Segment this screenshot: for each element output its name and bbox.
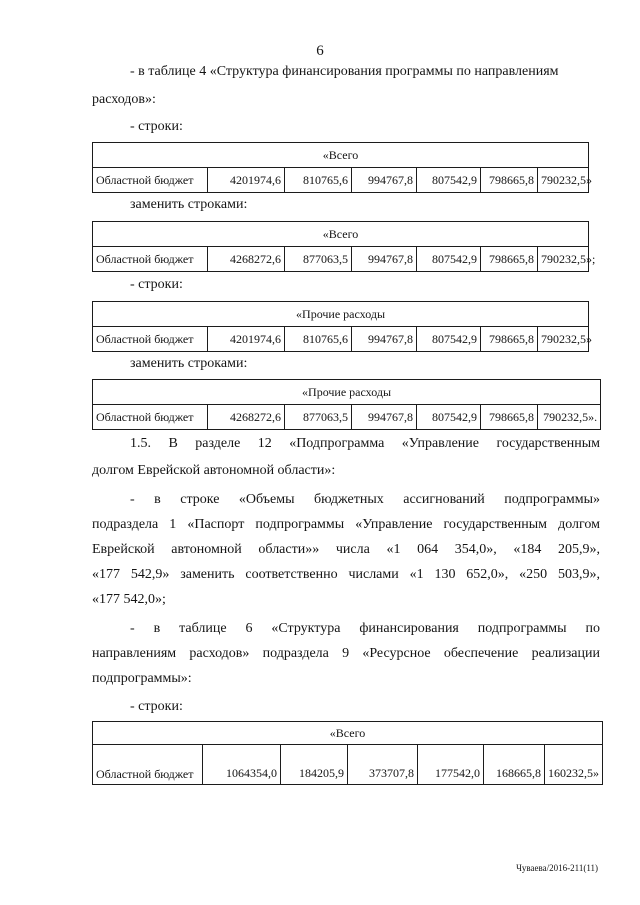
financing-table <box>92 301 592 352</box>
value-cell: 807542,9 <box>417 168 481 193</box>
table-header-cell: «Прочие расходы <box>93 380 601 405</box>
table-header-cell: «Прочие расходы <box>93 302 589 327</box>
financing-table <box>92 142 592 193</box>
text-line: подраздела 1 «Паспорт подпрограммы «Управление государственным долгом <box>92 517 600 532</box>
value-cell: 807542,9 <box>417 327 481 352</box>
row-label-cell: Областной бюджет <box>93 327 208 352</box>
row-label-cell: Областной бюджет <box>93 247 208 272</box>
text-line: - в строке «Объемы бюджетных ассигнований подпрограммы» <box>130 492 600 507</box>
value-cell: 4201974,6 <box>208 168 285 193</box>
text-line: заменить строками: <box>130 197 248 212</box>
value-cell: 177542,0 <box>418 745 484 785</box>
row-label-cell: Областной бюджет <box>93 168 208 193</box>
value-cell: 4268272,6 <box>208 405 285 430</box>
value-cell: 4268272,6 <box>208 247 285 272</box>
value-cell: 807542,9 <box>417 405 481 430</box>
value-cell: 798665,8 <box>481 168 538 193</box>
financing-table <box>92 379 601 430</box>
value-cell: 790232,5» <box>538 168 589 193</box>
text-line: «177 542,9» заменить соответственно числами «1 130 652,0», «250 503,9», <box>92 567 600 582</box>
text-line: - в таблице 6 «Структура финансирования подпрограммы по <box>130 621 600 636</box>
value-cell: 994767,8 <box>352 168 417 193</box>
text-line: 1.5. В разделе 12 «Подпрограмма «Управление государственным <box>130 436 600 451</box>
value-cell: 790232,5»; <box>538 247 589 272</box>
value-cell: 994767,8 <box>352 247 417 272</box>
value-cell: 790232,5». <box>538 405 601 430</box>
text-line: заменить строками: <box>130 356 248 371</box>
row-label-cell: Областной бюджет <box>93 405 208 430</box>
value-cell: 4201974,6 <box>208 327 285 352</box>
footer-reference: Чуваева/2016-211(11) <box>516 863 598 873</box>
value-cell: 373707,8 <box>348 745 418 785</box>
value-cell: 798665,8 <box>481 327 538 352</box>
text-line: - строки: <box>130 277 183 292</box>
row-label-cell: Областной бюджет <box>93 745 203 785</box>
table-header-cell: «Всего <box>93 722 603 745</box>
page-number: 6 <box>316 43 324 59</box>
value-cell: 877063,5 <box>285 247 352 272</box>
value-cell: 810765,6 <box>285 168 352 193</box>
table-header-cell: «Всего <box>93 143 589 168</box>
text-line: - в таблице 4 «Структура финансирования программы по направлениям <box>130 64 559 79</box>
value-cell: 168665,8 <box>484 745 545 785</box>
table-header-cell: «Всего <box>93 222 589 247</box>
value-cell: 798665,8 <box>481 405 538 430</box>
value-cell: 994767,8 <box>352 327 417 352</box>
value-cell: 160232,5» <box>545 745 603 785</box>
text-line: - строки: <box>130 119 183 134</box>
text-line: - строки: <box>130 699 183 714</box>
financing-table <box>92 721 603 785</box>
value-cell: 877063,5 <box>285 405 352 430</box>
value-cell: 810765,6 <box>285 327 352 352</box>
value-cell: 994767,8 <box>352 405 417 430</box>
value-cell: 790232,5» <box>538 327 589 352</box>
text-line: расходов»: <box>92 92 156 107</box>
text-line: долгом Еврейской автономной области»: <box>92 463 336 478</box>
value-cell: 184205,9 <box>281 745 348 785</box>
value-cell: 807542,9 <box>417 247 481 272</box>
value-cell: 798665,8 <box>481 247 538 272</box>
financing-table <box>92 221 596 272</box>
text-line: Еврейской автономной области»» числа «1 064 354,0», «184 205,9», <box>92 542 600 557</box>
text-line: направлениям расходов» подраздела 9 «Ресурсное обеспечение реализации <box>92 646 600 661</box>
text-line: подпрограммы»: <box>92 671 192 686</box>
value-cell: 1064354,0 <box>203 745 281 785</box>
text-line: «177 542,0»; <box>92 592 166 607</box>
